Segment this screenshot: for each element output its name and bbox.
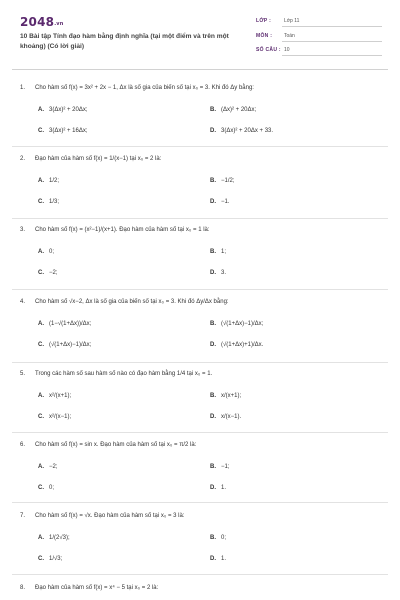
option-d[interactable]: D. (√(1+Δx)+1)/Δx. [210,342,264,348]
question-divider [12,362,388,363]
option-d[interactable]: D. 3. [210,270,227,276]
question-divider [12,146,388,147]
question-divider [12,502,388,503]
meta-subject: MÔN : Toán [256,29,382,43]
question-stem: Cho hàm số f(x) = sin x. Đạo hàm của hàm số tại x₀ = π/2 là: [35,442,197,448]
meta-class: LỚP : Lớp 11 [256,14,382,28]
option-b[interactable]: B. (√(1+Δx)−1)/Δx; [210,321,264,327]
question-1: 1. Cho hàm số f(x) = 3x² + 2x − 1, Δx là số gia của biến số tại x₀ = 3. Khi đó Δy bằng: A. 3(Δx)² + 20Δx; B. (Δx)² + 20Δx; C. 3(Δx)² + 16Δx; D. 3(Δx)² + 20Δx + 33. [20,85,274,134]
meta-question-count: SỐ CÂU : 10 [256,43,382,57]
option-d[interactable]: D. 1. [210,485,227,491]
option-b[interactable]: B. (Δx)² + 20Δx; [210,107,257,113]
question-stem: Cho hàm số √x−2, Δx là số gia của biến số tại x₀ = 3. Khi đó Δy/Δx bằng: [35,299,229,305]
option-d[interactable]: D. 3(Δx)² + 20Δx + 33. [210,128,274,134]
option-b[interactable]: B. 1; [210,249,227,255]
option-c[interactable]: C. −2; [38,270,58,276]
option-d[interactable]: D. 1. [210,556,227,562]
option-d[interactable]: D. x/(x−1). [210,414,242,420]
option-a[interactable]: A. 3(Δx)² + 20Δx; [38,107,88,113]
option-c[interactable]: C. x²/(x−1); [38,414,72,420]
document-header [0,0,400,64]
question-stem: Cho hàm số f(x) = 3x² + 2x − 1, Δx là số gia của biến số tại x₀ = 3. Khi đó Δy bằng: [35,85,254,91]
option-c[interactable]: C. 1/√3; [38,556,63,562]
option-b[interactable]: B. 0; [210,535,227,541]
question-divider [12,574,388,575]
option-a[interactable]: A. 1/2; [38,178,60,184]
question-5: 5. Trong các hàm số sau hàm số nào có đạo hàm bằng 1/4 tại x₀ = 1. A. x²/(x+1); B. x/(x+1); C. x²/(x−1); D. x/(x−1). [20,371,242,420]
option-a[interactable]: A. 0; [38,249,55,255]
question-8: 8. Đạo hàm của hàm số f(x) = x⁴ − 5 tại x₀ = 2 là: [20,585,159,591]
option-a[interactable]: A. (1−√(1+Δx))/Δx; [38,321,92,327]
brand-logo[interactable]: 2048.vn [20,15,64,29]
question-stem: Đạo hàm của hàm số f(x) = 1/(x−1) tại x₀ = 2 là: [35,156,162,162]
option-c[interactable]: C. 0; [38,485,55,491]
option-b[interactable]: B. −1; [210,464,230,470]
option-b[interactable]: B. −1/2; [210,178,235,184]
option-c[interactable]: C. (√(1+Δx)−1)/Δx; [38,342,92,348]
option-a[interactable]: A. x²/(x+1); [38,393,72,399]
question-7: 7. Cho hàm số f(x) = √x. Đạo hàm của hàm số tại x₀ = 3 là: A. 1/(2√3); B. 0; C. 1/√3; D. 1. [20,513,227,562]
question-4: 4. Cho hàm số √x−2, Δx là số gia của biến số tại x₀ = 3. Khi đó Δy/Δx bằng: A. (1−√(1+Δx))/Δx; B. (√(1+Δx)−1)/Δx; C. (√(1+Δx)−1)/Δx; D. (√(1+Δx)+1)/Δx. [20,299,264,348]
question-stem: Đạo hàm của hàm số f(x) = x⁴ − 5 tại x₀ = 2 là: [35,585,159,591]
option-b[interactable]: B. x/(x+1); [210,393,242,399]
option-a[interactable]: A. −2; [38,464,58,470]
header-divider [12,69,388,70]
option-d[interactable]: D. −1. [210,199,230,205]
option-a[interactable]: A. 1/(2√3); [38,535,70,541]
question-stem: Cho hàm số f(x) = √x. Đạo hàm của hàm số tại x₀ = 3 là: [35,513,185,519]
question-2: 2. Đạo hàm của hàm số f(x) = 1/(x−1) tại x₀ = 2 là: A. 1/2; B. −1/2; C. 1/3; D. −1. [20,156,235,205]
question-divider [12,432,388,433]
question-stem: Cho hàm số f(x) = (x²−1)/(x+1). Đạo hàm của hàm số tại x₀ = 1 là: [35,227,210,233]
question-stem: Trong các hàm số sau hàm số nào có đạo hàm bằng 1/4 tại x₀ = 1. [35,371,213,377]
question-divider [12,289,388,290]
option-c[interactable]: C. 3(Δx)² + 16Δx; [38,128,88,134]
question-divider [12,218,388,219]
question-6: 6. Cho hàm số f(x) = sin x. Đạo hàm của hàm số tại x₀ = π/2 là: A. −2; B. −1; C. 0; D. 1. [20,442,230,491]
document-title: 10 Bài tập Tính đạo hàm bằng định nghĩa (tại một điểm và trên một khoảng) (Có lời giải) [20,33,229,50]
option-c[interactable]: C. 1/3; [38,199,60,205]
question-3: 3. Cho hàm số f(x) = (x²−1)/(x+1). Đạo hàm của hàm số tại x₀ = 1 là: A. 0; B. 1; C. −2; D. 3. [20,227,227,276]
